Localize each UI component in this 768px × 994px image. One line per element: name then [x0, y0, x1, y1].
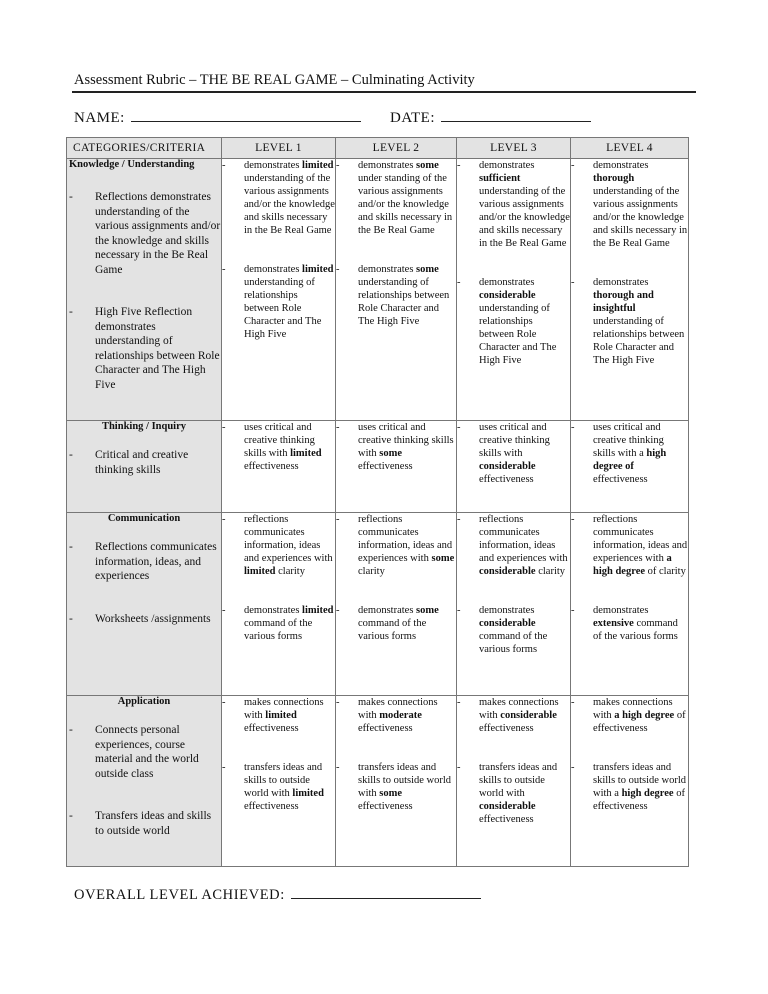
descriptor-text [358, 159, 456, 237]
descriptor-thinking-l3-1 [457, 421, 570, 486]
criterion-text: Worksheets /assignments [95, 612, 211, 625]
descriptor-knowledge-l4-2 [571, 276, 688, 367]
criterion-knowledge-1 [67, 190, 221, 277]
descriptor-text-end: understanding of relationships between Role Character and The High Five [593, 316, 685, 366]
descriptor-emphasis: some [379, 788, 403, 799]
descriptor-bullet: - [457, 762, 461, 773]
descriptor-emphasis: considerable [500, 710, 557, 721]
title-divider [72, 91, 696, 93]
criterion-text: Reflections demonstrates understanding of the various assignments and/or the knowledge and skills necessary in the Be Real Game [95, 191, 221, 276]
descriptor-text-end: understanding of the various assignments and/or the knowledge and skills necessary in the Be Real Game [593, 186, 688, 249]
criterion-bullet: - [69, 541, 73, 553]
descriptor-text-end: effectiveness [593, 474, 648, 485]
descriptor-bullet: - [222, 514, 226, 525]
descriptor-spacer [457, 735, 570, 761]
descriptor-bullet: - [457, 514, 461, 525]
descriptor-emphasis: some [416, 160, 439, 171]
descriptor-application-l1-2 [222, 761, 335, 813]
descriptor-emphasis: limited [265, 710, 297, 721]
descriptor-text-start: demonstrates [593, 277, 649, 288]
criterion-application-2 [67, 809, 221, 838]
category-title-application: Application [117, 696, 171, 707]
criterion-text: Reflections communicates information, ideas, and experiences [95, 541, 217, 582]
descriptor-text-end: of clarity [645, 566, 686, 577]
descriptor-application-l2-2 [336, 761, 456, 813]
descriptor-bullet: - [336, 422, 340, 433]
descriptor-text [479, 276, 570, 367]
descriptor-bullet: - [571, 160, 575, 171]
criteria-list-application [67, 723, 221, 838]
descriptor-knowledge-l3-2 [457, 276, 570, 367]
descriptor-thinking-l2-1 [336, 421, 456, 473]
descriptor-spacer [571, 735, 688, 761]
descriptor-bullet: - [457, 160, 461, 171]
criterion-text: High Five Reflection demonstrates understanding of relationships between Role Character and The High Five [95, 306, 220, 391]
descriptor-emphasis: considerable [479, 618, 536, 629]
descriptor-text [479, 513, 570, 578]
descriptor-text-end: effectiveness [479, 723, 534, 734]
descriptor-text [593, 421, 688, 486]
descriptor-text [244, 421, 335, 473]
row-communication [67, 513, 689, 696]
cell-communication-level-4 [571, 513, 689, 696]
descriptor-bullet: - [222, 605, 226, 616]
descriptor-knowledge-l4-1 [571, 159, 688, 250]
header-level-4: LEVEL 4 [571, 138, 689, 159]
descriptor-text [593, 513, 688, 578]
category-cell-knowledge [67, 159, 222, 421]
descriptor-text-end: of effectiveness [593, 788, 685, 812]
criterion-bullet: - [69, 306, 73, 318]
criterion-text: Critical and creative thinking skills [95, 449, 189, 476]
descriptor-text-start: demonstrates [358, 160, 417, 171]
date-field[interactable] [390, 107, 591, 127]
descriptor-emphasis: considerable [479, 801, 536, 812]
descriptor-text-end: command of the various forms [479, 631, 548, 655]
descriptor-text [244, 263, 335, 341]
row-knowledge [67, 159, 689, 421]
descriptor-application-l1-1 [222, 696, 335, 735]
descriptor-text-start: uses critical and creative thinking skills with [244, 422, 315, 459]
descriptor-text [244, 761, 335, 813]
criterion-text: Transfers ideas and skills to outside world [95, 810, 212, 837]
descriptor-text [593, 761, 688, 813]
cell-application-level-1 [222, 696, 336, 867]
descriptor-bullet: - [571, 762, 575, 773]
descriptor-emphasis: some [416, 605, 439, 616]
criterion-communication-1 [67, 540, 221, 584]
header-categories-criteria: CATEGORIES/CRITERIA [67, 138, 222, 159]
criteria-list-thinking [67, 448, 221, 477]
criterion-application-1 [67, 723, 221, 781]
cell-communication-level-2 [336, 513, 457, 696]
descriptor-bullet: - [336, 605, 340, 616]
descriptor-emphasis: high degree [621, 788, 674, 799]
name-label: NAME: [74, 110, 125, 126]
descriptor-text-start: makes connections with [244, 697, 324, 721]
cell-thinking-level-2 [336, 421, 457, 513]
descriptor-communication-l3-1 [457, 513, 570, 578]
descriptor-text-start: reflections communicates information, ideas and experiences with [479, 514, 568, 564]
descriptor-text [593, 276, 688, 367]
category-cell-thinking [67, 421, 222, 513]
descriptor-text [358, 421, 456, 473]
descriptor-communication-l1-2 [222, 604, 335, 643]
descriptor-emphasis: limited [292, 788, 324, 799]
descriptor-bullet: - [222, 264, 226, 275]
descriptor-text-start: demonstrates [479, 605, 535, 616]
descriptor-emphasis: limited [302, 160, 334, 171]
descriptor-text-start: demonstrates [593, 605, 649, 616]
cell-application-level-3 [457, 696, 571, 867]
descriptor-emphasis: high degree of [593, 448, 667, 472]
descriptor-knowledge-l1-1 [222, 159, 335, 237]
descriptor-text-end: effectiveness [244, 461, 299, 472]
descriptor-text-start: transfers ideas and skills to outside world with [244, 762, 323, 799]
descriptor-text [479, 604, 570, 656]
descriptor-application-l2-1 [336, 696, 456, 735]
descriptor-communication-l2-2 [336, 604, 456, 643]
header-level-1: LEVEL 1 [222, 138, 336, 159]
descriptor-application-l4-1 [571, 696, 688, 735]
descriptor-text-end: command of the various forms [593, 618, 678, 642]
cell-thinking-level-4 [571, 421, 689, 513]
descriptor-application-l3-2 [457, 761, 570, 826]
criterion-knowledge-2 [67, 305, 221, 392]
descriptor-emphasis: some [379, 448, 403, 459]
descriptor-knowledge-l3-1 [457, 159, 570, 250]
descriptor-text [244, 159, 335, 237]
descriptor-text-start: demonstrates [358, 264, 417, 275]
descriptor-bullet: - [457, 277, 461, 288]
descriptor-application-l3-1 [457, 696, 570, 735]
descriptor-emphasis: limited [302, 605, 334, 616]
descriptor-emphasis: some [431, 553, 455, 564]
descriptor-knowledge-l2-1 [336, 159, 456, 237]
category-cell-application [67, 696, 222, 867]
descriptor-text-start: reflections communicates information, ideas and experiences with [358, 514, 453, 564]
descriptor-communication-l2-1 [336, 513, 456, 578]
descriptor-text [593, 696, 688, 735]
descriptor-text-end: understanding of relationships between Role Character and The High Five [479, 303, 557, 366]
cell-communication-level-1 [222, 513, 336, 696]
descriptor-bullet: - [222, 422, 226, 433]
descriptor-text-start: demonstrates [479, 160, 535, 171]
descriptor-bullet: - [571, 277, 575, 288]
descriptor-bullet: - [336, 160, 340, 171]
descriptor-text-end: effectiveness [479, 814, 534, 825]
descriptor-bullet: - [336, 514, 340, 525]
descriptor-bullet: - [222, 160, 226, 171]
date-blank-line[interactable] [441, 107, 591, 122]
criteria-list-knowledge [67, 190, 221, 392]
descriptor-emphasis: limited [302, 264, 334, 275]
descriptor-text-end: under standing of the various assignments and/or the knowledge and skills necessary in the Be Real Game [358, 173, 453, 236]
descriptor-text-start: demonstrates [593, 160, 649, 171]
descriptor-emphasis: considerable [479, 461, 536, 472]
descriptor-knowledge-l1-2 [222, 263, 335, 341]
descriptor-text-end: effectiveness [244, 723, 299, 734]
descriptor-text-start: reflections communicates information, ideas and experiences with [593, 514, 688, 564]
descriptor-text [479, 696, 570, 735]
descriptor-thinking-l4-1 [571, 421, 688, 486]
descriptor-communication-l4-1 [571, 513, 688, 578]
descriptor-emphasis: extensive [593, 618, 634, 629]
descriptor-text-start: demonstrates [244, 605, 303, 616]
descriptor-bullet: - [336, 762, 340, 773]
cell-application-level-2 [336, 696, 457, 867]
descriptor-text [358, 513, 456, 578]
descriptor-communication-l3-2 [457, 604, 570, 656]
descriptor-bullet: - [457, 605, 461, 616]
cell-knowledge-level-3 [457, 159, 571, 421]
descriptor-bullet: - [571, 514, 575, 525]
descriptor-text-end: command of the various forms [358, 618, 427, 642]
descriptor-text [358, 604, 456, 643]
descriptor-text [593, 604, 688, 643]
descriptor-text-end: clarity [535, 566, 566, 577]
category-title-knowledge: Knowledge / Understanding [69, 159, 195, 170]
criterion-bullet: - [69, 810, 73, 822]
descriptor-spacer [571, 250, 688, 276]
descriptor-text-end: understanding of the various assignments and/or the knowledge and skills necessary in the Be Real Game [244, 173, 335, 236]
descriptor-text-end: effectiveness [479, 474, 534, 485]
descriptor-spacer [222, 735, 335, 761]
descriptor-communication-l4-2 [571, 604, 688, 643]
cell-thinking-level-3 [457, 421, 571, 513]
descriptor-text-end: effectiveness [244, 801, 299, 812]
descriptor-emphasis: some [416, 264, 439, 275]
descriptor-bullet: - [336, 697, 340, 708]
descriptor-application-l4-2 [571, 761, 688, 813]
descriptor-text-start: transfers ideas and skills to outside world with a [593, 762, 687, 799]
descriptor-text-end: command of the various forms [244, 618, 313, 642]
descriptor-emphasis: considerable [479, 290, 536, 301]
descriptor-text-start: makes connections with [593, 697, 673, 721]
descriptor-text-start: transfers ideas and skills to outside world with [479, 762, 558, 799]
descriptor-emphasis: a high degree [593, 553, 672, 577]
criterion-thinking-1 [67, 448, 221, 477]
cell-application-level-4 [571, 696, 689, 867]
descriptor-spacer [336, 237, 456, 263]
descriptor-spacer [222, 237, 335, 263]
descriptor-bullet: - [457, 697, 461, 708]
descriptor-spacer [457, 250, 570, 276]
criteria-list-communication [67, 540, 221, 626]
descriptor-bullet: - [336, 264, 340, 275]
header-level-2: LEVEL 2 [336, 138, 457, 159]
cell-knowledge-level-2 [336, 159, 457, 421]
descriptor-text-end: of effectiveness [593, 710, 686, 734]
descriptor-thinking-l1-1 [222, 421, 335, 473]
overall-level-label: OVERALL LEVEL ACHIEVED: [74, 887, 285, 903]
rubric-table [66, 137, 689, 867]
descriptor-text [479, 761, 570, 826]
descriptor-text-start: uses critical and creative thinking skills with [358, 422, 454, 459]
descriptor-text-end: understanding of the various assignments and/or the knowledge and skills necessary in the Be Real Game [479, 186, 570, 249]
descriptor-communication-l1-1 [222, 513, 335, 578]
row-application [67, 696, 689, 867]
descriptor-bullet: - [571, 697, 575, 708]
descriptor-text-end: effectiveness [358, 801, 413, 812]
row-thinking [67, 421, 689, 513]
descriptor-text-start: makes connections with [479, 697, 559, 721]
cell-thinking-level-1 [222, 421, 336, 513]
criterion-bullet: - [69, 612, 73, 625]
descriptor-text [593, 159, 688, 250]
descriptor-spacer [336, 578, 456, 604]
descriptor-bullet: - [571, 422, 575, 433]
descriptor-text-end: understanding of relationships between Role Character and The High Five [244, 277, 322, 340]
descriptor-bullet: - [457, 422, 461, 433]
descriptor-text [358, 696, 456, 735]
descriptor-text [358, 761, 456, 813]
descriptor-emphasis: moderate [379, 710, 422, 721]
name-field[interactable] [74, 107, 361, 127]
descriptor-text-end: clarity [358, 566, 385, 577]
cell-knowledge-level-1 [222, 159, 336, 421]
category-title-communication: Communication [107, 513, 181, 524]
cell-communication-level-3 [457, 513, 571, 696]
overall-level-field[interactable] [74, 884, 481, 904]
descriptor-text-start: demonstrates [244, 264, 303, 275]
descriptor-bullet: - [222, 762, 226, 773]
criterion-text: Connects personal experiences, course material and the world outside class [95, 724, 199, 780]
header-level-3: LEVEL 3 [457, 138, 571, 159]
descriptor-spacer [571, 578, 688, 604]
descriptor-spacer [457, 578, 570, 604]
descriptor-emphasis: a high degree [614, 710, 675, 721]
rubric-header-row [67, 138, 689, 159]
descriptor-text-start: uses critical and creative thinking skills with [479, 422, 550, 459]
name-blank-line[interactable] [131, 107, 361, 122]
descriptor-text-start: reflections communicates information, ideas and experiences with [244, 514, 333, 564]
overall-level-blank-line[interactable] [291, 884, 481, 899]
descriptor-text [244, 513, 335, 578]
criterion-bullet: - [69, 449, 73, 461]
descriptor-text-start: demonstrates [244, 160, 303, 171]
descriptor-knowledge-l2-2 [336, 263, 456, 328]
descriptor-text-end: clarity [275, 566, 305, 577]
category-title-thinking: Thinking / Inquiry [101, 421, 187, 432]
descriptor-text-start: demonstrates [479, 277, 535, 288]
page-title: Assessment Rubric – THE BE REAL GAME – Culminating Activity [74, 72, 475, 88]
descriptor-emphasis: limited [290, 448, 322, 459]
descriptor-bullet: - [222, 697, 226, 708]
category-cell-communication [67, 513, 222, 696]
descriptor-spacer [222, 578, 335, 604]
descriptor-text-start: transfers ideas and skills to outside world with [358, 762, 452, 799]
date-label: DATE: [390, 110, 435, 126]
descriptor-text [244, 604, 335, 643]
descriptor-spacer [336, 735, 456, 761]
descriptor-text [479, 159, 570, 250]
descriptor-text-end: effectiveness [358, 461, 413, 472]
descriptor-emphasis: considerable [479, 566, 536, 577]
descriptor-emphasis: limited [244, 566, 276, 577]
descriptor-text-end: effectiveness [358, 723, 413, 734]
descriptor-text [358, 263, 456, 328]
descriptor-text [479, 421, 570, 486]
criterion-bullet: - [69, 724, 73, 736]
criterion-bullet: - [69, 191, 73, 203]
descriptor-text-start: uses critical and creative thinking skills with a [593, 422, 664, 459]
cell-knowledge-level-4 [571, 159, 689, 421]
descriptor-text-start: makes connections with [358, 697, 438, 721]
criterion-communication-2 [67, 612, 221, 627]
descriptor-emphasis: thorough and insightful [593, 290, 654, 314]
descriptor-emphasis: sufficient [479, 173, 521, 184]
descriptor-bullet: - [571, 605, 575, 616]
descriptor-emphasis: thorough [593, 173, 635, 184]
descriptor-text [244, 696, 335, 735]
descriptor-text-end: understanding of relationships between Role Character and The High Five [358, 277, 450, 327]
descriptor-text-start: demonstrates [358, 605, 417, 616]
